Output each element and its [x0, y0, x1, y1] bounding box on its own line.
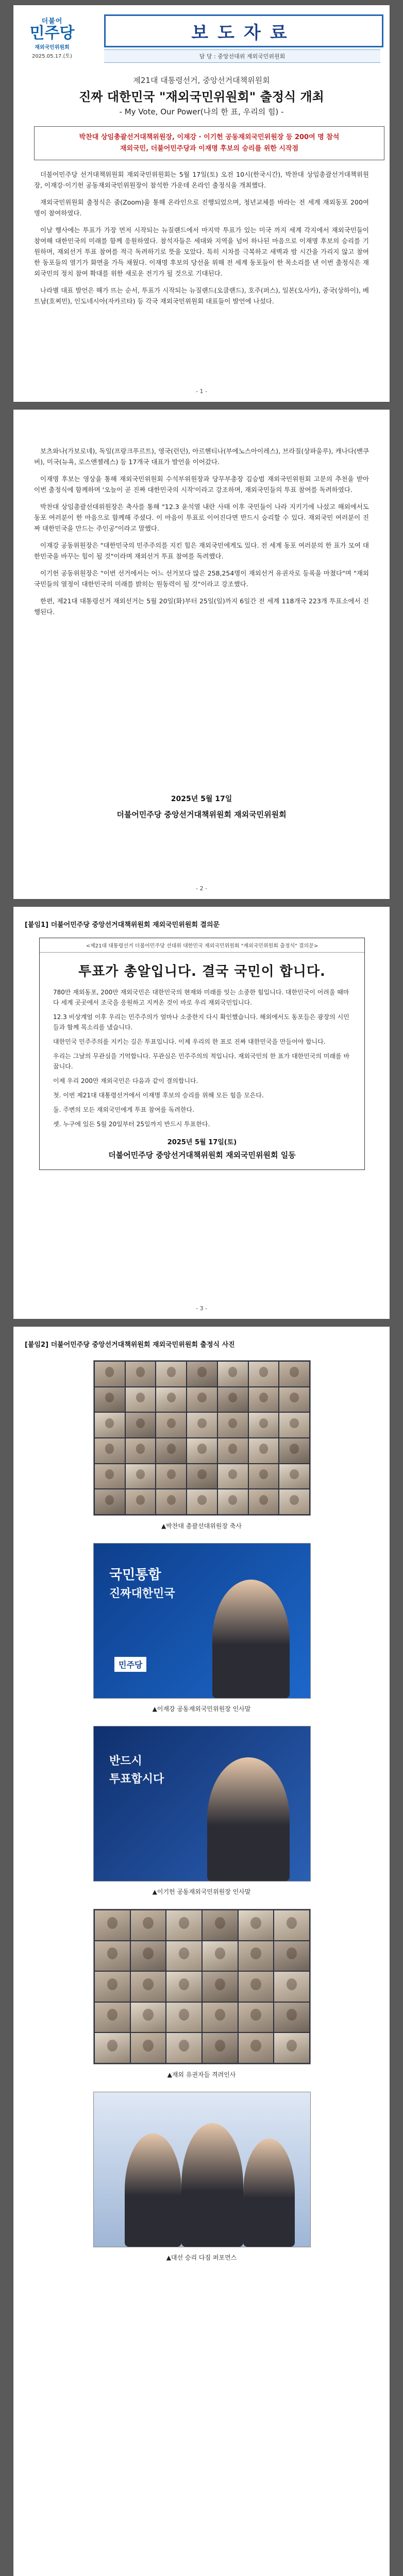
photo-caption: ▲대선 승리 다짐 퍼포먼스 [166, 2254, 237, 2261]
headline-english: - My Vote, Our Power(나의 한 표, 우리의 힘) - [119, 107, 284, 116]
attachment-heading: [붙임1] 더불어민주당 중앙선거대책위원회 재외국민위원회 결의문 [25, 921, 220, 929]
page-2 [13, 410, 390, 899]
page-3 [13, 907, 390, 1319]
paragraph: 둘. 주변의 모든 재외국민에게 투표 참여를 독려한다. [53, 1106, 194, 1113]
responsible-line: 담 당 : 중앙선대위 재외국민위원회 [104, 49, 380, 63]
resolution-date: 2025년 5월 17일(토) [167, 1139, 237, 1146]
paragraph: 이재명 후보는 영상을 통해 재외국민위원회 수석부위원장과 당무부총장 김승범 재외국민위원회 고문의 추천을 받아 이번 출정식에 함께하며 '오늘이 곧 진짜 대한민국의 시작'이라고 강조하며, 재외국민들의 투표 참여를 독려하였다. [34, 475, 369, 494]
banner-word: 진짜대한민국 [109, 1587, 175, 1600]
paragraph: 이재강 공동위원장은 "대한민국의 민주주의를 지킨 힘은 재외국민에게도 있다. 전 세계 동포 여러분의 한 표가 모여 대한민국을 바꾸는 힘이 될 것"이라며 재외선거 투표 참여를 독려했다. [34, 541, 369, 560]
paragraph: 재외국민위원회 출정식은 줌(Zoom)을 통해 온라인으로 진행되었으며, 청년교체를 바라는 전 세계 재외동포 200여 명이 참여하였다. [34, 198, 369, 217]
resolution-frame [39, 938, 365, 1170]
paragraph: 이기헌 공동위원장은 "이번 선거에서는 어느 선거보다 많은 258,254명이 재외선거 유권자로 등록을 마쳤다"며 "재외국민들의 열정이 대한민국의 미래를 밝히는 원동력이 될 것"이라고 강조했다. [34, 569, 369, 588]
body-text [34, 169, 369, 313]
body-text [34, 446, 369, 623]
resolution-slogan: 투표가 총알입니다. 결국 국민이 합니다. [78, 964, 326, 979]
resolution-body [40, 987, 364, 1129]
resolution-title: <제21대 대통령선거 더불어민주당 선대위 대한민국 재외국민위원회 "재외국민위원회 출정식" 결의문> [40, 938, 364, 953]
paragraph: 더불어민주당 선거대책위원회 재외국민위원회는 5월 17일(토) 오전 10시(한국시간), 박찬대 상임총괄선거대책위원장, 이재강·이기헌 공동재외국민위원장이 참석한 가운데 온라인 출정식을 개최했다. [34, 171, 369, 189]
page-number: - 1 - [196, 388, 207, 395]
banner-word: 반드시 [109, 1755, 142, 1768]
photo-zoom-gallery [93, 1360, 311, 1516]
paragraph: 첫. 이번 제21대 대통령선거에서 이재명 후보의 승리를 위해 모든 힘을 모은다. [53, 1092, 264, 1099]
release-date-footer: 2025년 5월 17일 [171, 795, 232, 803]
person-figure [181, 2123, 243, 2247]
photo-caption: ▲이기헌 공동재외국민위원장 인사말 [152, 1888, 251, 1895]
speaker-figure [212, 1580, 290, 1698]
logo-small-text: 더불어 [41, 18, 63, 25]
photo-zoom-gallery [93, 1909, 311, 2064]
page-4 [13, 1327, 390, 2576]
paragraph: 780만 재외동포, 200만 재외국민은 대한민국의 현재와 미래를 잇는 소중한 힘입니다. 대한민국이 어려울 때마다 세계 곳곳에서 조국을 응원하고 지켜온 것이 바로 우리 재외국민입니다. [53, 989, 349, 1006]
lead-line: 재외국민, 더불어민주당과 이재명 후보의 승리를 위한 시작점 [120, 145, 299, 152]
headline-main: 진짜 대한민국 "재외국민위원회" 출정식 개최 [79, 90, 324, 104]
banner-word: 민주당 [114, 1657, 146, 1672]
party-logo [22, 15, 82, 59]
paragraph: 박찬대 상임총괄선대위원장은 축사를 통해 "12.3 윤석열 내란 사태 이후 국민들이 나라 지키기에 나섰고 해외에서도 동포 여러분이 한 마음으로 함께해 주셨다. 이 마음이 투표로 이어진다면 반드시 승리할 수 있다. 재외국민 여러분이 진짜 대한민국을 만드는 주인공"이라고 말했다. [34, 503, 369, 532]
photo-performance [93, 2092, 311, 2247]
paragraph: 대한민국 민주주의를 지키는 길은 투표입니다. 이제 우리의 한 표로 진짜 대한민국을 만들어야 합니다. [53, 1038, 326, 1045]
signature: 더불어민주당 중앙선거대책위원회 재외국민위원회 [116, 810, 287, 819]
attachment-heading: [붙임2] 더불어민주당 중앙선거대책위원회 재외국민위원회 출정식 사진 [25, 1341, 235, 1349]
logo-main-text: 민주당 [29, 24, 75, 42]
paragraph: 이제 우리 200만 재외국민은 다음과 같이 결의합니다. [53, 1077, 198, 1084]
person-figure [125, 2133, 181, 2247]
photo-caption: ▲박찬대 총괄선대위원장 축사 [161, 1522, 242, 1530]
resolution-signature: 더불어민주당 중앙선거대책위원회 재외국민위원회 일동 [108, 1150, 296, 1160]
paragraph: 셋. 누구에 있든 5월 20일부터 25일까지 반드시 투표한다. [53, 1121, 210, 1128]
speaker-figure [207, 1757, 290, 1881]
person-figure [243, 2139, 295, 2247]
release-date: 2025.05.17.(토) [32, 54, 72, 59]
paragraph: 한편, 제21대 대통령선거 재외선거는 5월 20일(화)부터 25일(일)까지 6일간 전 세계 118개국 223개 투표소에서 진행된다. [34, 597, 369, 616]
paragraph: 나라별 대표 발언은 해가 뜨는 순서, 투표가 시작되는 뉴질랜드(오클랜드), 호주(퍼스), 일본(오사카), 중국(상하이), 베트남(호찌민), 인도네시아(자카르타) 등 각국 재외국민위원회 대표들이 발언에 나섰다. [34, 286, 369, 305]
paragraph: 보츠와나(가보로네), 독일(프랑크푸르트), 영국(런던), 아르헨티나(부에노스아이레스), 브라질(상파울루), 캐나다(밴쿠버), 미국(뉴욕, 로스앤젤레스) 등 17개국 대표가 발언을 이어갔다. [34, 447, 369, 466]
photo-caption: ▲재외 유권자들 격려인사 [167, 2071, 236, 2078]
paragraph: 이날 행사에는 투표가 가장 먼저 시작되는 뉴질랜드에서 마지막 투표가 있는 미국 까지 세계 각지에서 재외국민들이 참여해 대한민국의 미래를 함께 응원하였다. 참석자들은 세대와 지역을 넘어 하나된 마음으로 이재명 후보의 승리를 기원하며, 재외선거 투표 참여를 적극 독려하기로 뜻을 모았다. 특히 시차를 극복하고 새벽과 밤 시간을 가리지 않고 참여한 동포들의 열기가 화면을 가득 채웠다. 이재명 후보의 당선을 위해 전 세계 동포들이 한 목소리를 낸 이번 출정식은 재외국민의 정치 참여 확대를 위한 새로운 전기가 될 것으로 기대된다. [34, 226, 369, 277]
paragraph: 우리는 그날의 무관심을 기억합니다. 무관심은 민주주의의 적입니다. 재외국민의 한 표가 대한민국의 미래를 바꿉니다. [53, 1053, 350, 1070]
page-number: - 3 - [196, 1305, 207, 1312]
logo-dept: 재외국민위원회 [35, 45, 70, 50]
lead-box [34, 126, 384, 160]
lead-line: 박찬대 상임총괄선거대책위원장, 이재강 · 이기헌 공동재외국민위원장 등 200여 명 참석 [79, 133, 340, 141]
page-1 [13, 5, 390, 402]
doc-type-title: 보도자료 [104, 14, 383, 47]
banner-word: 투표합시다 [109, 1773, 164, 1786]
paragraph: 12.3 비상계엄 이후 우리는 민주주의가 얼마나 소중한지 다시 확인했습니다. 해외에서도 동포들은 광장의 시민들과 함께 목소리를 냈습니다. [53, 1013, 349, 1031]
photo-speaker [93, 1726, 311, 1882]
photo-caption: ▲이재강 공동재외국민위원장 인사말 [152, 1705, 251, 1713]
photo-speaker [93, 1543, 311, 1699]
banner-word: 국민통합 [109, 1567, 161, 1583]
page-number: - 2 - [196, 885, 207, 892]
headline-sub: 제21대 대통령선거, 중앙선거대책위원회 [133, 76, 270, 85]
